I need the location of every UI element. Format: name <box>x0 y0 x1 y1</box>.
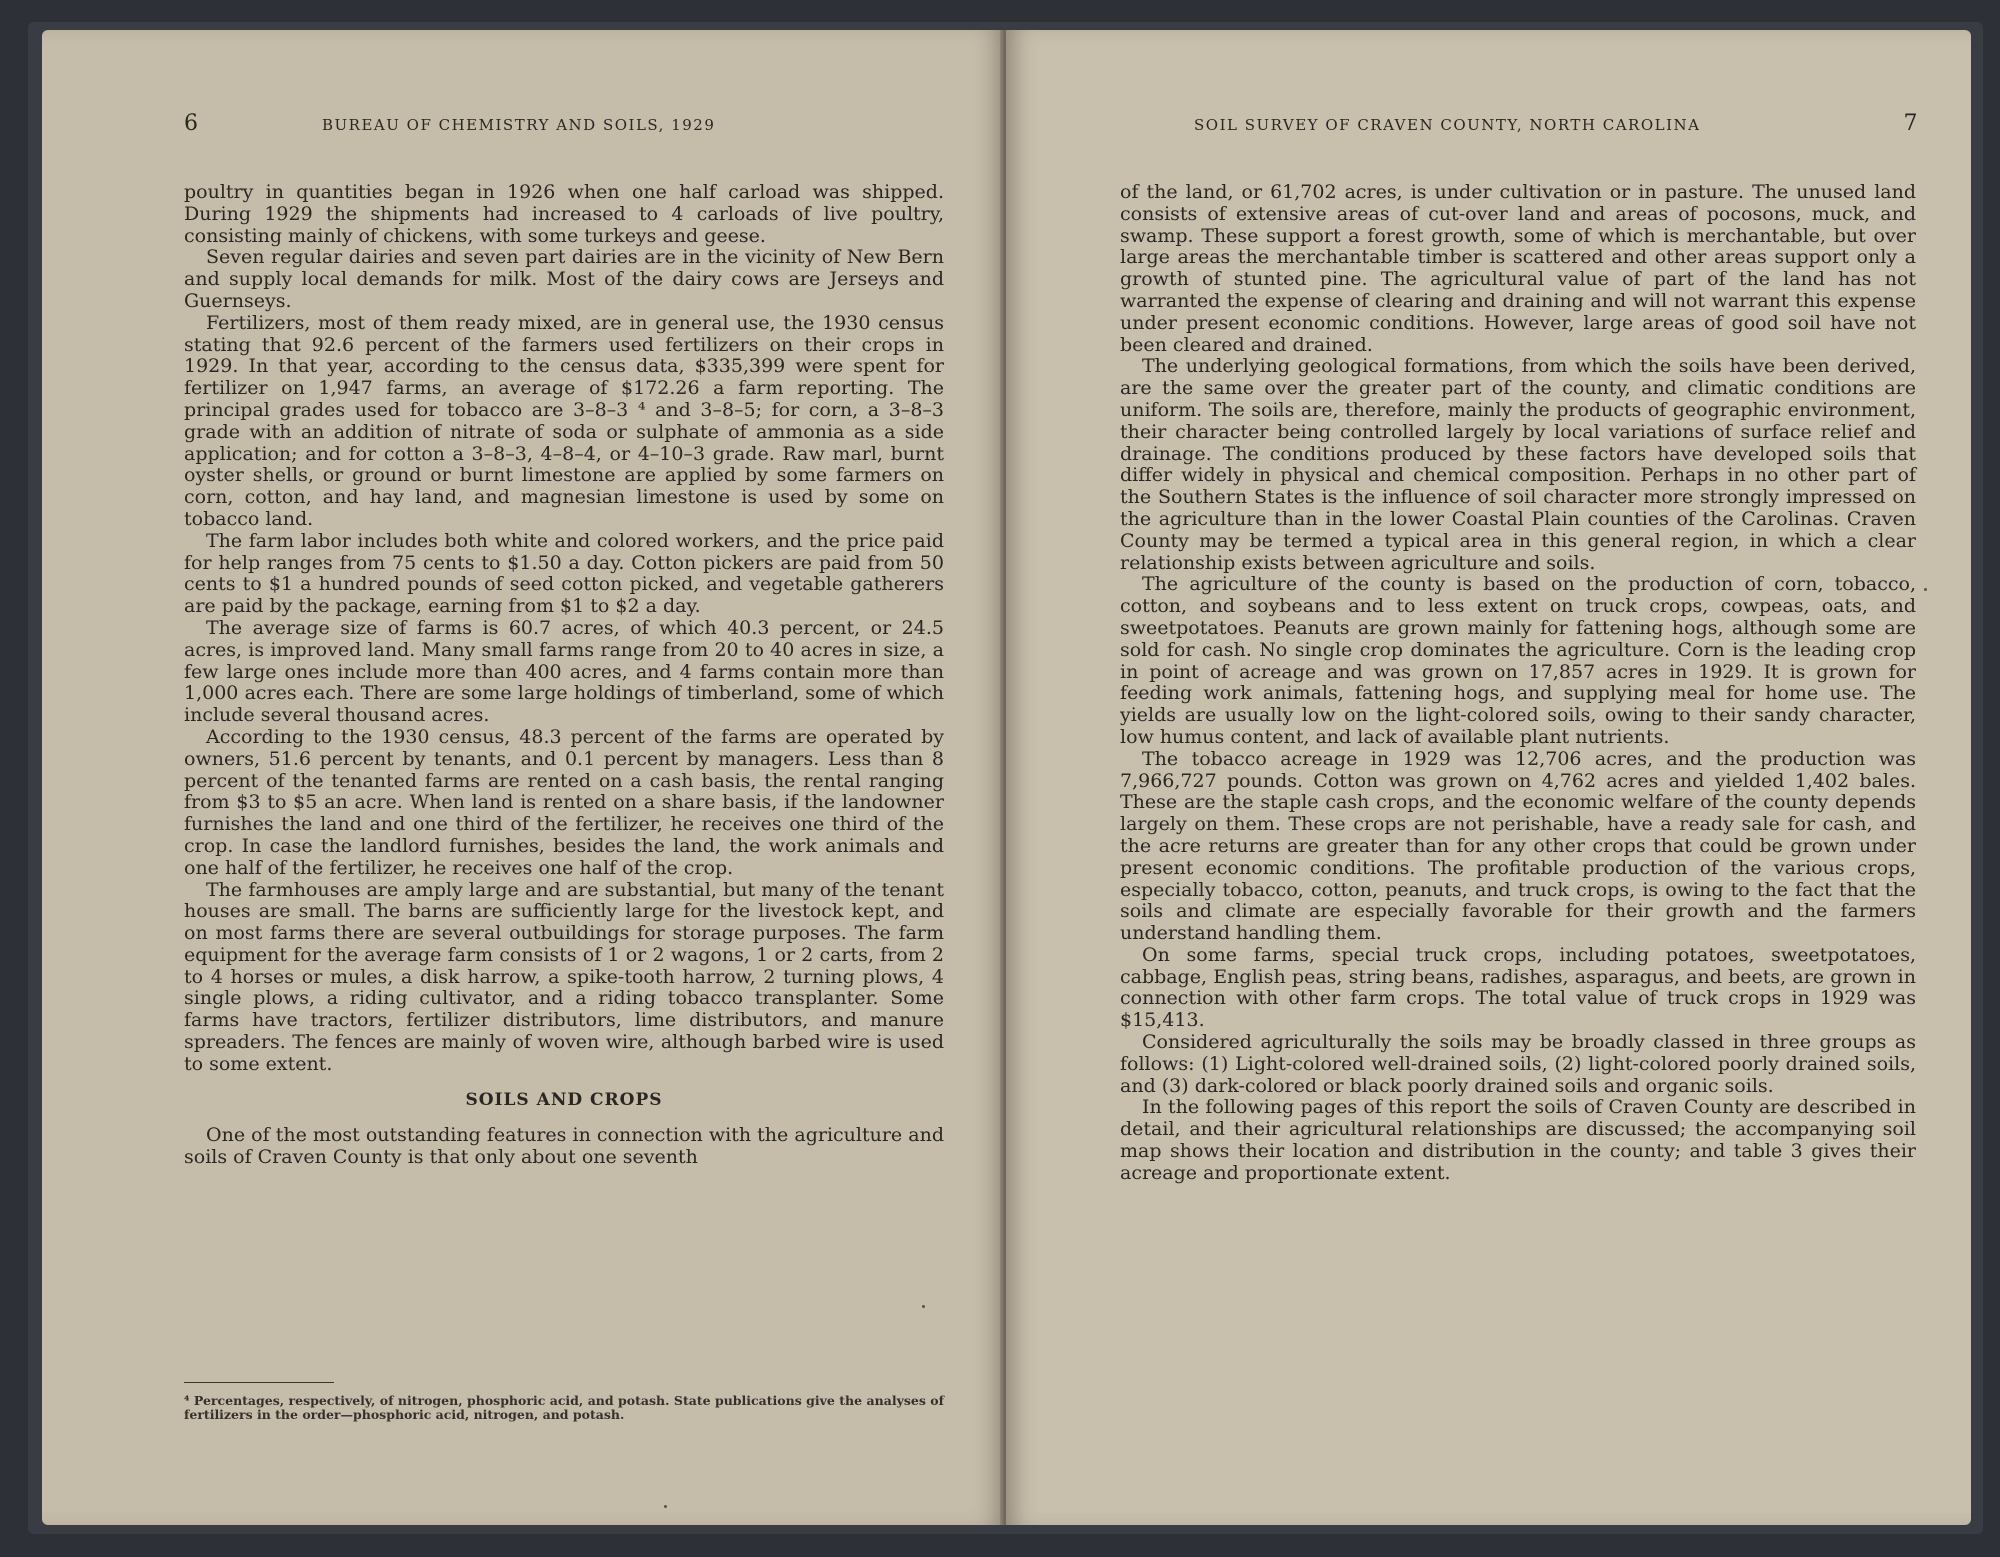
paper-speck <box>922 1305 925 1308</box>
paragraph: In the following pages of this report the soils of Craven County are described in detail, and their agricultural relationships are discussed; the accompanying soil map shows their location and distribution in the county; and table 3 gives their acreage and proportionate extent. <box>1120 1096 1916 1184</box>
paragraph: On some farms, special truck crops, including potatoes, sweetpotatoes, cabbage, English peas, string beans, radishes, asparagus, and beets, are grown in connection with other farm crops. The total value of truck crops in 1929 was $15,413. <box>1120 943 1916 1032</box>
left-running-title: BUREAU OF CHEMISTRY AND SOILS, 1929 <box>322 116 716 134</box>
right-page-body <box>1120 182 1916 1185</box>
left-page-body <box>184 182 944 1169</box>
paragraph: The farmhouses are amply large and are substantial, but many of the tenant houses are small. The barns are sufficiently large for the livestock kept, and on most farms there are several outbuildings for storage purposes. The farm equipment for the average farm consists of 1 or 2 wagons, 1 or 2 carts, from 2 to 4 horses or mules, a disk harrow, a spike-tooth harrow, 2 turning plows, 4 single plows, a riding cultivator, and a riding tobacco transplanter. Some farms have tractors, fertilizer distributors, lime distributors, and manure spreaders. The fences are mainly of woven wire, although barbed wire is used to some extent. <box>184 878 944 1075</box>
paragraph: poultry in quantities began in 1926 when one half carload was shipped. During 1929 the shipments had increased to 4 carloads of live poultry, consisting mainly of chickens, with some turkeys and geese. <box>184 181 944 247</box>
right-running-title: SOIL SURVEY OF CRAVEN COUNTY, NORTH CAROLINA <box>1194 116 1701 134</box>
footnote: ⁴ Percentages, respectively, of nitrogen, phosphoric acid, and potash. State publications give the analyses of fertilizers in the order—phosphoric acid, nitrogen, and potash. <box>184 1393 944 1422</box>
right-running-head <box>1006 111 1971 150</box>
paragraph: Considered agriculturally the soils may be broadly classed in three groups as follows: (1) Light-colored well-drained soils, (2) light-colored poorly drained soils, and (3) dark-colored or black poorly drained soils and organic soils. <box>1120 1031 1916 1097</box>
paragraph: The farm labor includes both white and colored workers, and the price paid for help ranges from 75 cents to $1.50 a day. Cotton pickers are paid from 50 cents to $1 a hundred pounds of seed cotton picked, and vegetable gatherers are paid by the package, earning from $1 to $2 a day. <box>184 529 944 618</box>
paragraph: of the land, or 61,702 acres, is under cultivation or in pasture. The unused land consists of extensive areas of cut-over land and areas of pocosons, muck, and swamp. These support a forest growth, some of which is merchantable, but over large areas the merchantable timber is scattered and other areas support only a growth of stunted pine. The agricultural value of part of the land has not warranted the expense of clearing and draining and will not warrant this expense under present economic conditions. However, large areas of good soil have not been cleared and drained. <box>1120 181 1916 356</box>
right-page <box>1006 30 1971 1525</box>
paper-speck <box>664 1505 667 1508</box>
paragraph: Seven regular dairies and seven part dairies are in the vicinity of New Bern and supply local demands for milk. Most of the dairy cows are Jerseys and Guernseys. <box>184 246 944 312</box>
section-heading: SOILS AND CROPS <box>465 1089 663 1110</box>
paper-speck <box>1924 588 1927 591</box>
paragraph: Fertilizers, most of them ready mixed, are in general use, the 1930 census stating that 92.6 percent of the farmers used fertilizers on their crops in 1929. In that year, according to the census data, $335,399 were spent for fertilizer on 1,947 farms, an average of $172.26 a farm reporting. The principal grades used for tobacco are 3–8–3 ⁴ and 3–8–5; for corn, a 3–8–3 grade with an addition of nitrate of soda or sulphate of ammonia as a side application; and for cotton a 3–8–3, 4–8–4, or 4–10–3 grade. Raw marl, burnt oyster shells, or ground or burnt limestone are applied by some farmers on corn, cotton, and hay land, and magnesian limestone is used by some on tobacco land. <box>184 311 944 530</box>
paragraph: The average size of farms is 60.7 acres, of which 40.3 percent, or 24.5 acres, is improved land. Many small farms range from 20 to 40 acres in size, a few large ones include more than 400 acres, and 4 farms contain more than 1,000 acres each. There are some large holdings of timberland, some of which include several thousand acres. <box>184 616 944 727</box>
paragraph: One of the most outstanding features in connection with the agriculture and soils of Craven County is that only about one seventh <box>184 1124 944 1169</box>
paragraph: The tobacco acreage in 1929 was 12,706 acres, and the production was 7,966,727 pounds. Cotton was grown on 4,762 acres and yielded 1,402 bales. These are the staple cash crops, and the economic welfare of the county depends largely on them. These crops are not perishable, have a ready sale for cash, and the acre returns are greater than for any other crops that could be grown under present economic conditions. The profitable production of the various crops, especially tobacco, cotton, peanuts, and truck crops, is owing to the fact that the soils and climate are especially favorable for their growth and the farmers understand handling them. <box>1120 747 1916 945</box>
right-page-number: 7 <box>1903 111 1919 136</box>
paragraph: The underlying geological formations, from which the soils have been derived, are the same over the greater part of the county, and climatic conditions are uniform. The soils are, therefore, mainly the products of geographic environment, their character being controlled largely by local variations of surface relief and drainage. The conditions produced by these factors have developed soils that differ widely in physical and chemical composition. Perhaps in no other part of the Southern States is the influence of soil character more strongly impressed on the agriculture than in the lower Coastal Plain counties of the Carolinas. Craven County may be termed a typical area in this general region, in which a clear relationship exists between agriculture and soils. <box>1120 355 1916 574</box>
left-page-number: 6 <box>184 111 200 136</box>
left-page <box>42 30 1004 1525</box>
footnote-rule <box>184 1382 334 1383</box>
paragraph: The agriculture of the county is based on the production of corn, tobacco, cotton, and soybeans and to less extent on truck crops, cowpeas, oats, and sweetpotatoes. Peanuts are grown mainly for fattening hogs, although some are sold for cash. No single crop dominates the agriculture. Corn is the leading crop in point of acreage and was grown on 17,857 acres in 1929. It is grown for feeding work animals, fattening hogs, and supplying meal for home use. The yields are usually low on the light-colored soils, owing to their sandy character, low humus content, and lack of available plant nutrients. <box>1120 573 1916 748</box>
left-running-head <box>42 111 1004 150</box>
paragraph: According to the 1930 census, 48.3 percent of the farms are operated by owners, 51.6 percent by tenants, and 0.1 percent by managers. Less than 8 percent of the tenanted farms are rented on a cash basis, the rental ranging from $3 to $5 an acre. When land is rented on a share basis, if the landowner furnishes the land and one third of the fertilizer, he receives one third of the crop. In case the landlord furnishes, besides the land, the work animals and one half of the fertilizer, he receives one half of the crop. <box>184 725 944 879</box>
